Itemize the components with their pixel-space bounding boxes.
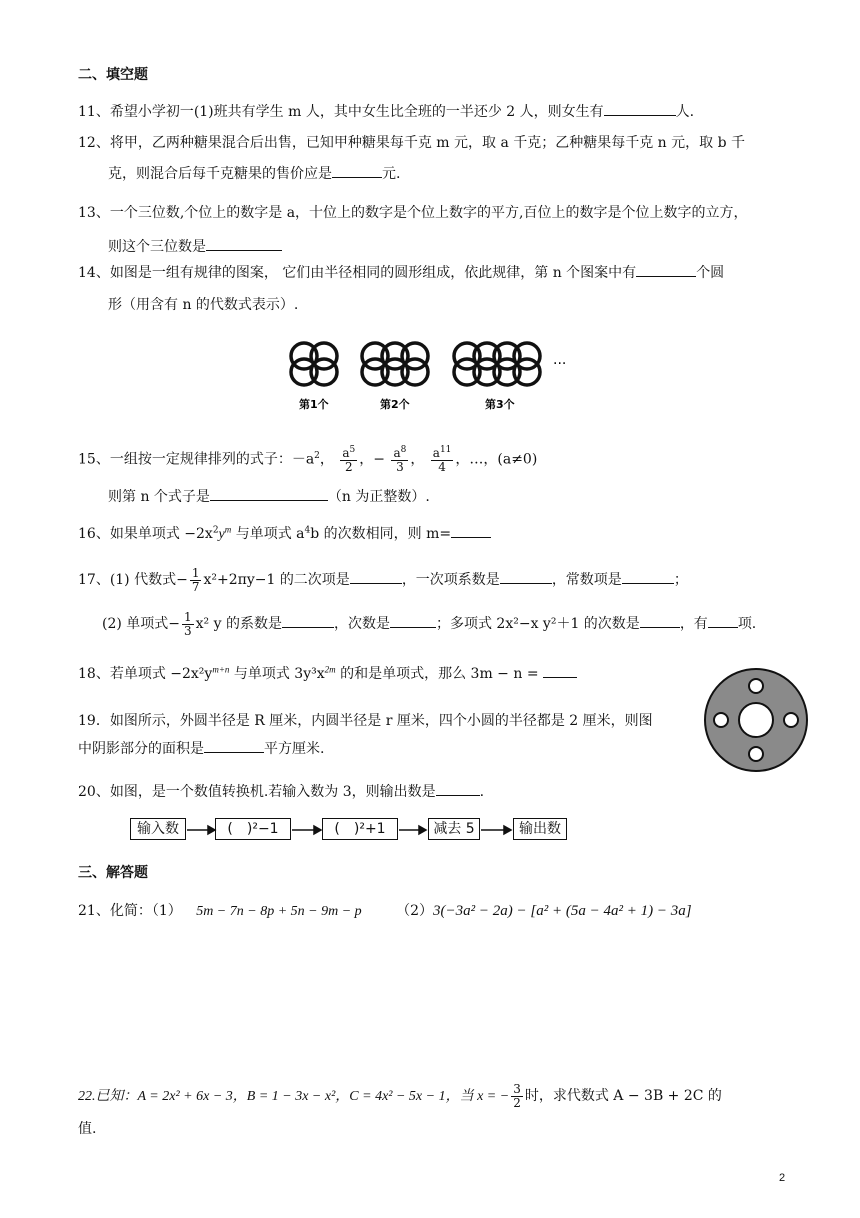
question-16: 16、如果单项式 $-2x^2y^m$ 与单项式 $a^4b$ 的次数相同，则 m= (78, 523, 491, 543)
circle-pattern-figure (280, 336, 580, 416)
question-17b-end: 项. (737, 616, 757, 632)
fraction-a11-4: $\frac{a^{11}}{4}$ (432, 445, 452, 474)
question-18-post: 的和是单项式，那么 3m − n = (335, 666, 539, 682)
small-circle-bottom (749, 747, 763, 761)
question-17-semicolon: ； (673, 572, 688, 588)
question-16-mid: 与单项式 a (231, 526, 305, 542)
small-circle-left (714, 713, 728, 727)
question-22-text: 22.已知：A = 2x² + 6x − 3，B = 1 − 3x − x²，C = 4x² − 5x − 1，当 x = − (78, 1089, 510, 1104)
question-17-part2 (102, 604, 756, 644)
question-11-text: 11、希望小学初一(1)班共有学生 m 人，其中女生比全班的一半还少 2 人，则女生有 (78, 104, 604, 120)
flow-box-subtract-5: 减去 5 (428, 818, 480, 840)
question-11-end: 人. (675, 104, 695, 120)
question-17-part1 (78, 560, 688, 600)
figure-label-3: 第3个 (485, 398, 515, 411)
question-15-line2 (108, 486, 430, 506)
question-18-text: 18、若单项式 −2x²y (78, 666, 213, 682)
question-12-line2 (108, 163, 400, 183)
small-circle-right (784, 713, 798, 727)
fraction-a8-3: $\frac{a^8}{3}$ (393, 445, 407, 474)
question-15-line1: 15、一组按一定规律排列的式子：$-a^2$， $\frac{a^5}{2}$ ，− $\frac{a^8}{3}$ ， $\frac{a^{11}}{4}$ ，…，(a≠0) (78, 445, 538, 474)
question-13-line1: 13、一个三位数,个位上的数字是 a，十位上的数字是个位上数字的平方,百位上的数字是个位上数字的立方， (78, 205, 748, 221)
flow-box-square-minus-1: ( )²−1 (215, 818, 291, 840)
question-14-line1 (78, 262, 724, 282)
question-17b-text: (2) 单项式− (102, 616, 181, 632)
flow-box-square-plus-1: ( )²+1 (322, 818, 398, 840)
question-17-expr: x²+2πy−1 的二次项是 (203, 572, 350, 588)
question-18: 18、若单项式 $-2x^2y^{m+n}$ 与单项式 $3y^3x^{2m}$ 的和是单项式，那么 3m − n = (78, 663, 577, 683)
question-11 (78, 101, 694, 121)
pattern-3 (454, 343, 540, 385)
question-16-post: b 的次数相同，则 m= (310, 526, 452, 542)
figure-label-2: 第2个 (380, 398, 410, 411)
question-16-text: 16、如果单项式 −2x (78, 526, 213, 542)
flow-box-output: 输出数 (513, 818, 567, 840)
question-17b-poly: ；多项式 2x²−x y²＋1 的次数是 (435, 616, 640, 632)
annulus-figure (702, 666, 810, 774)
figure-label-1: 第1个 (299, 398, 329, 411)
fraction-1-3: $\frac{1}{3}$ (184, 609, 192, 638)
question-22-line2: 值. (78, 1121, 97, 1137)
question-21-expr-2: 3(−3a² − 2a) − [a² + (5a − 4a² + 1) − 3a] (433, 903, 692, 919)
question-19-text: 中阴影部分的面积是 (78, 741, 204, 757)
question-20-end: . (479, 784, 485, 800)
question-15-text: 15、一组按一定规律排列的式子：－a (78, 451, 315, 468)
inner-circle (739, 703, 773, 737)
question-20-text: 20、如图，是一个数值转换机.若输入数为 3，则输出数是 (78, 784, 436, 800)
question-21 (78, 900, 692, 920)
question-20 (78, 781, 484, 801)
question-14-text: 14、如图是一组有规律的图案， 它们由半径相同的圆形组成，依此规律，第 n 个图案中有 (78, 265, 637, 281)
question-19-end: 平方厘米. (264, 741, 325, 757)
question-22-post: 时，求代数式 A − 3B + 2C 的 (524, 1088, 722, 1104)
fraction-1-7: $\frac{1}{7}$ (191, 565, 200, 594)
question-19-line2 (78, 738, 324, 758)
question-18-mid: 与单项式 3y³x (229, 666, 325, 682)
page-number: 2 (779, 1172, 786, 1184)
pattern-2 (362, 343, 428, 385)
question-21-expr-1: 5m − 7n − 8p + 5n − 9m − p (196, 904, 362, 919)
question-15-prompt: 则第 n 个式子是 (108, 489, 210, 505)
question-22-line1 (78, 1076, 722, 1117)
question-12-text: 克，则混合后每千克糖果的售价应是 (108, 166, 332, 182)
question-12-line1: 12、将甲，乙两种糖果混合后出售，已知甲种糖果每千克 m 元，取 a 千克；乙种糖果每千克 n 元，取 b 千 (78, 135, 746, 151)
question-17b-coef: x² y 的系数是 (195, 616, 282, 632)
question-17b-terms: ，有 (679, 616, 708, 632)
question-15-mid: ，…，(a≠0) (455, 451, 538, 468)
question-13-text: 则这个三位数是 (108, 239, 206, 255)
question-12-end: 元. (382, 166, 401, 182)
fraction-a5-2: $\frac{a^5}{2}$ (342, 445, 356, 474)
flow-box-input: 输入数 (130, 818, 186, 840)
question-17-linear-label: ，一次项系数是 (401, 572, 500, 588)
question-17-text: 17、(1) 代数式− (78, 572, 188, 588)
question-14-end: 个圆 (696, 265, 725, 281)
flow-arrows (186, 818, 516, 842)
question-21-label: 21、化简：（1） (78, 903, 182, 919)
question-13-line2 (108, 236, 282, 256)
section-heading-fill-blank: 二、填空题 (78, 67, 148, 83)
question-17-const-label: ，常数项是 (551, 572, 622, 588)
section-heading-solve: 三、解答题 (78, 865, 148, 881)
question-19-line1: 19．如图所示，外圆半径是 R 厘米，内圆半径是 r 厘米，四个小圆的半径都是 2 厘米，则图 (78, 713, 653, 729)
small-circle-top (749, 679, 763, 693)
pattern-1 (291, 343, 337, 385)
question-14-line2: 形（用含有 n 的代数式表示）. (108, 297, 299, 313)
question-15-post: （n 为正整数）. (327, 489, 430, 505)
figure-dots: ··· (553, 356, 567, 372)
fraction-3-2: $\frac{3}{2}$ (513, 1081, 521, 1110)
question-21-label-2: （2） (396, 903, 434, 919)
question-17b-degree: ，次数是 (333, 616, 390, 632)
